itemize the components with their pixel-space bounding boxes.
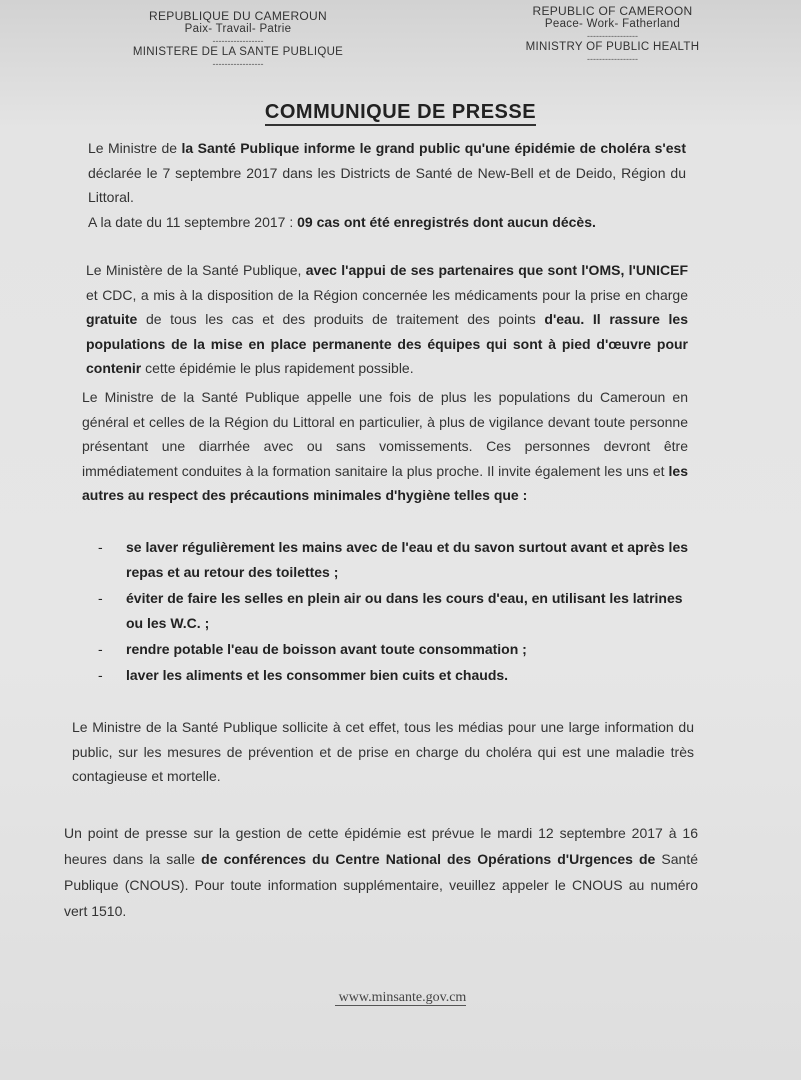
- paragraph-media: Le Ministre de la Santé Publique sollicite à cet effet, tous les médias pour une large information du public, sur les mesures de prévention et de prise en charge du choléra qui est une maladie très contagieuse et mortelle.: [72, 719, 694, 784]
- header-left-separator-2: -----------------: [212, 59, 264, 69]
- header-right-ministry: MINISTRY OF PUBLIC HEALTH: [525, 41, 700, 53]
- hygiene-bullet-list: [98, 535, 698, 689]
- paragraph-partners: Le Ministère de la Santé Publique, avec l'appui de ses partenaires que sont l'OMS, l'UNICEF et CDC, a mis à la disposition de la Région concernée les médicaments pour la prise en charge gratuite de tous les cas et des produits de traitement des points d'eau. Il rassure les populations de la mise en place permanente des équipes qui sont à pied d'œuvre pour contenir cette épidémie le plus rapidement possible.: [86, 262, 688, 376]
- paragraph-announcement: Le Ministre de la Santé Publique informe le grand public qu'une épidémie de choléra s'est déclarée le 7 septembre 2017 dans les Districts de Santé de New-Bell et de Deido, Région du Littoral. A la date du 11 septembre 2017 : 09 cas ont été enregistrés dont aucun décès.: [88, 140, 686, 230]
- list-item: - éviter de faire les selles en plein air ou dans les cours d'eau, en utilisant les latrines ou les W.C. ;: [98, 590, 683, 631]
- header-right: [515, 5, 710, 64]
- header-right-separator-2: -----------------: [587, 54, 638, 64]
- header-right-motto: Peace- Work- Fatherland: [544, 18, 681, 30]
- document-title: COMMUNIQUE DE PRESSE: [0, 101, 801, 124]
- paragraph-vigilance: Le Ministre de la Santé Publique appelle une fois de plus les populations du Cameroun en général et celles de la Région du Littoral en particulier, à plus de vigilance devant toute personne présentant une diarrhée avec ou sans vomissements. Ces personnes devront être immédiatement conduites à la formation sanitaire la plus proche. Il invite également les uns et les autres au respect des précautions minimales d'hygiène telles que :: [82, 389, 688, 503]
- header-left-ministry: MINISTERE DE LA SANTE PUBLIQUE: [132, 46, 344, 58]
- footer-website: www.minsante.gov.cm: [0, 990, 801, 1006]
- list-item: - laver les aliments et les consommer bien cuits et chauds.: [98, 667, 509, 683]
- header-left: [118, 10, 358, 69]
- header-right-country: REPUBLIC OF CAMEROON: [532, 4, 693, 18]
- paragraph-press-conference: Un point de presse sur la gestion de cette épidémie est prévue le mardi 12 septembre 2017 à 16 heures dans la salle de conférences du Centre National des Opérations d'Urgences de Santé Publique (CNOUS). Pour toute information supplémentaire, veuillez appeler le CNOUS au numéro vert 1510.: [64, 825, 699, 919]
- header-left-motto: Paix- Travail- Patrie: [184, 23, 292, 35]
- header-left-country: REPUBLIQUE DU CAMEROUN: [149, 9, 327, 23]
- list-item: - rendre potable l'eau de boisson avant toute consommation ;: [98, 641, 527, 657]
- header-left-separator: -----------------: [212, 36, 264, 46]
- list-item: - se laver régulièrement les mains avec de l'eau et du savon surtout avant et après les repas et au retour des toilettes ;: [98, 539, 689, 580]
- header-right-separator: -----------------: [587, 31, 638, 41]
